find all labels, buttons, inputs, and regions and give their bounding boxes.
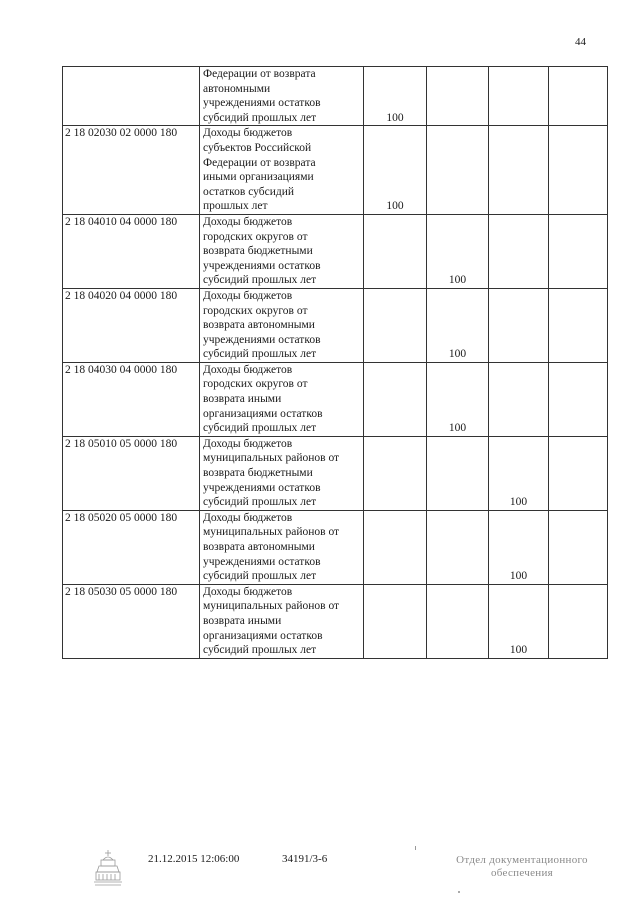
percent-cell-col3 bbox=[364, 510, 427, 584]
table-row bbox=[63, 584, 608, 658]
footer-datetime: 21.12.2015 12:06:00 bbox=[148, 853, 240, 865]
income-name-line: учреждениями остатков bbox=[203, 481, 321, 494]
scan-mark bbox=[458, 891, 460, 893]
income-name-line: субсидий прошлых лет bbox=[203, 496, 317, 509]
income-name-line: возврата автономными bbox=[203, 541, 315, 553]
income-name-line: Доходы бюджетов bbox=[203, 511, 293, 524]
footer-doc-number: 34191/3-6 bbox=[282, 853, 328, 865]
table-row bbox=[63, 214, 608, 288]
table-row bbox=[63, 288, 608, 362]
percent-cell-col6 bbox=[549, 584, 608, 658]
income-name-line: городских округов от bbox=[203, 304, 308, 317]
percent-cell-col5: 100 bbox=[489, 436, 549, 510]
income-name-line: учреждениями остатков bbox=[203, 333, 321, 346]
income-name-line: Доходы бюджетов bbox=[203, 289, 293, 302]
percent-cell-col6 bbox=[549, 126, 608, 215]
income-name-line: иными организациями bbox=[203, 171, 314, 184]
page-number: 44 bbox=[575, 36, 586, 48]
budget-code-cell: 2 18 02030 02 0000 180 bbox=[63, 126, 200, 215]
income-name-line: субсидий прошлых лет bbox=[203, 570, 317, 583]
income-name-line: Доходы бюджетов bbox=[203, 215, 293, 228]
table-row bbox=[63, 67, 608, 126]
income-name-cell bbox=[200, 362, 364, 436]
budget-code-cell: 2 18 05010 05 0000 180 bbox=[63, 436, 200, 510]
income-name-line: Федерации от возврата bbox=[203, 156, 316, 169]
percent-cell-col6 bbox=[549, 288, 608, 362]
percent-cell-col5: 100 bbox=[489, 510, 549, 584]
percent-cell-col4: 100 bbox=[427, 362, 489, 436]
income-name-line: возврата бюджетными bbox=[203, 467, 313, 480]
percent-cell-col3: 100 bbox=[364, 126, 427, 215]
percent-cell-col3 bbox=[364, 214, 427, 288]
percent-cell-col3 bbox=[364, 436, 427, 510]
percent-cell-col4 bbox=[427, 436, 489, 510]
income-name-line: Федерации от возврата bbox=[203, 68, 316, 80]
budget-code-cell bbox=[63, 67, 200, 126]
income-name-cell bbox=[200, 584, 364, 658]
income-name-line: возврата автономными bbox=[203, 319, 315, 332]
percent-cell-col5 bbox=[489, 67, 549, 126]
income-name-cell bbox=[200, 67, 364, 126]
income-name-cell bbox=[200, 436, 364, 510]
stamp-line: обеспечения bbox=[490, 867, 554, 879]
income-name-line: субсидий прошлых лет bbox=[203, 274, 317, 287]
income-name-line: автономными bbox=[203, 82, 271, 95]
percent-cell-col6 bbox=[549, 214, 608, 288]
table-row bbox=[63, 362, 608, 436]
income-name-line: учреждениями остатков bbox=[203, 259, 321, 272]
department-stamp bbox=[437, 854, 607, 880]
income-name-line: остатков субсидий bbox=[203, 185, 295, 198]
percent-cell-col4 bbox=[427, 584, 489, 658]
percent-cell-col5 bbox=[489, 126, 549, 215]
income-name-line: организациями остатков bbox=[203, 629, 323, 642]
table-row bbox=[63, 510, 608, 584]
percent-cell-col3 bbox=[364, 584, 427, 658]
percent-cell-col6 bbox=[549, 362, 608, 436]
percent-cell-col3 bbox=[364, 362, 427, 436]
income-name-line: муниципальных районов от bbox=[203, 452, 340, 465]
income-name-cell bbox=[200, 288, 364, 362]
income-name-line: субсидий прошлых лет bbox=[203, 422, 317, 435]
income-name-line: возврата бюджетными bbox=[203, 245, 313, 258]
budget-code-cell: 2 18 04020 04 0000 180 bbox=[63, 288, 200, 362]
percent-cell-col3 bbox=[364, 288, 427, 362]
emblem-icon bbox=[93, 848, 123, 888]
income-name-line: муниципальных районов от bbox=[203, 526, 340, 539]
income-name-line: Доходы бюджетов bbox=[203, 437, 293, 450]
percent-cell-col3: 100 bbox=[364, 67, 427, 126]
percent-cell-col4 bbox=[427, 126, 489, 215]
budget-code-cell: 2 18 04010 04 0000 180 bbox=[63, 214, 200, 288]
budget-code-cell: 2 18 05020 05 0000 180 bbox=[63, 510, 200, 584]
income-name-line: Доходы бюджетов bbox=[203, 127, 293, 140]
budget-table bbox=[62, 66, 608, 659]
income-name-line: субсидий прошлых лет bbox=[203, 348, 317, 361]
income-name-line: субсидий прошлых лет bbox=[203, 111, 317, 124]
income-name-line: учреждениями остатков bbox=[203, 555, 321, 568]
percent-cell-col4 bbox=[427, 67, 489, 126]
table-row bbox=[63, 126, 608, 215]
percent-cell-col4: 100 bbox=[427, 214, 489, 288]
income-name-line: Доходы бюджетов bbox=[203, 363, 293, 376]
percent-cell-col5 bbox=[489, 214, 549, 288]
percent-cell-col5: 100 bbox=[489, 584, 549, 658]
income-name-line: возврата иными bbox=[203, 393, 282, 406]
percent-cell-col6 bbox=[549, 510, 608, 584]
income-name-line: субъектов Российской bbox=[203, 141, 312, 154]
income-name-cell bbox=[200, 510, 364, 584]
percent-cell-col6 bbox=[549, 436, 608, 510]
percent-cell-col5 bbox=[489, 362, 549, 436]
stamp-line: Отдел документационного bbox=[456, 854, 588, 866]
income-name-line: городских округов от bbox=[203, 230, 308, 243]
income-name-line: возврата иными bbox=[203, 614, 282, 627]
budget-code-cell: 2 18 04030 04 0000 180 bbox=[63, 362, 200, 436]
income-name-cell bbox=[200, 214, 364, 288]
budget-code-cell: 2 18 05030 05 0000 180 bbox=[63, 584, 200, 658]
income-name-line: Доходы бюджетов bbox=[203, 585, 293, 598]
income-name-line: организациями остатков bbox=[203, 407, 323, 420]
income-name-cell bbox=[200, 126, 364, 215]
income-name-line: городских округов от bbox=[203, 378, 308, 391]
table-row bbox=[63, 436, 608, 510]
income-name-line: субсидий прошлых лет bbox=[203, 644, 317, 657]
income-name-line: муниципальных районов от bbox=[203, 600, 340, 613]
percent-cell-col4 bbox=[427, 510, 489, 584]
scan-mark bbox=[415, 846, 416, 850]
income-name-line: учреждениями остатков bbox=[203, 97, 321, 110]
percent-cell-col6 bbox=[549, 67, 608, 126]
percent-cell-col5 bbox=[489, 288, 549, 362]
percent-cell-col4: 100 bbox=[427, 288, 489, 362]
income-name-line: прошлых лет bbox=[203, 200, 268, 213]
